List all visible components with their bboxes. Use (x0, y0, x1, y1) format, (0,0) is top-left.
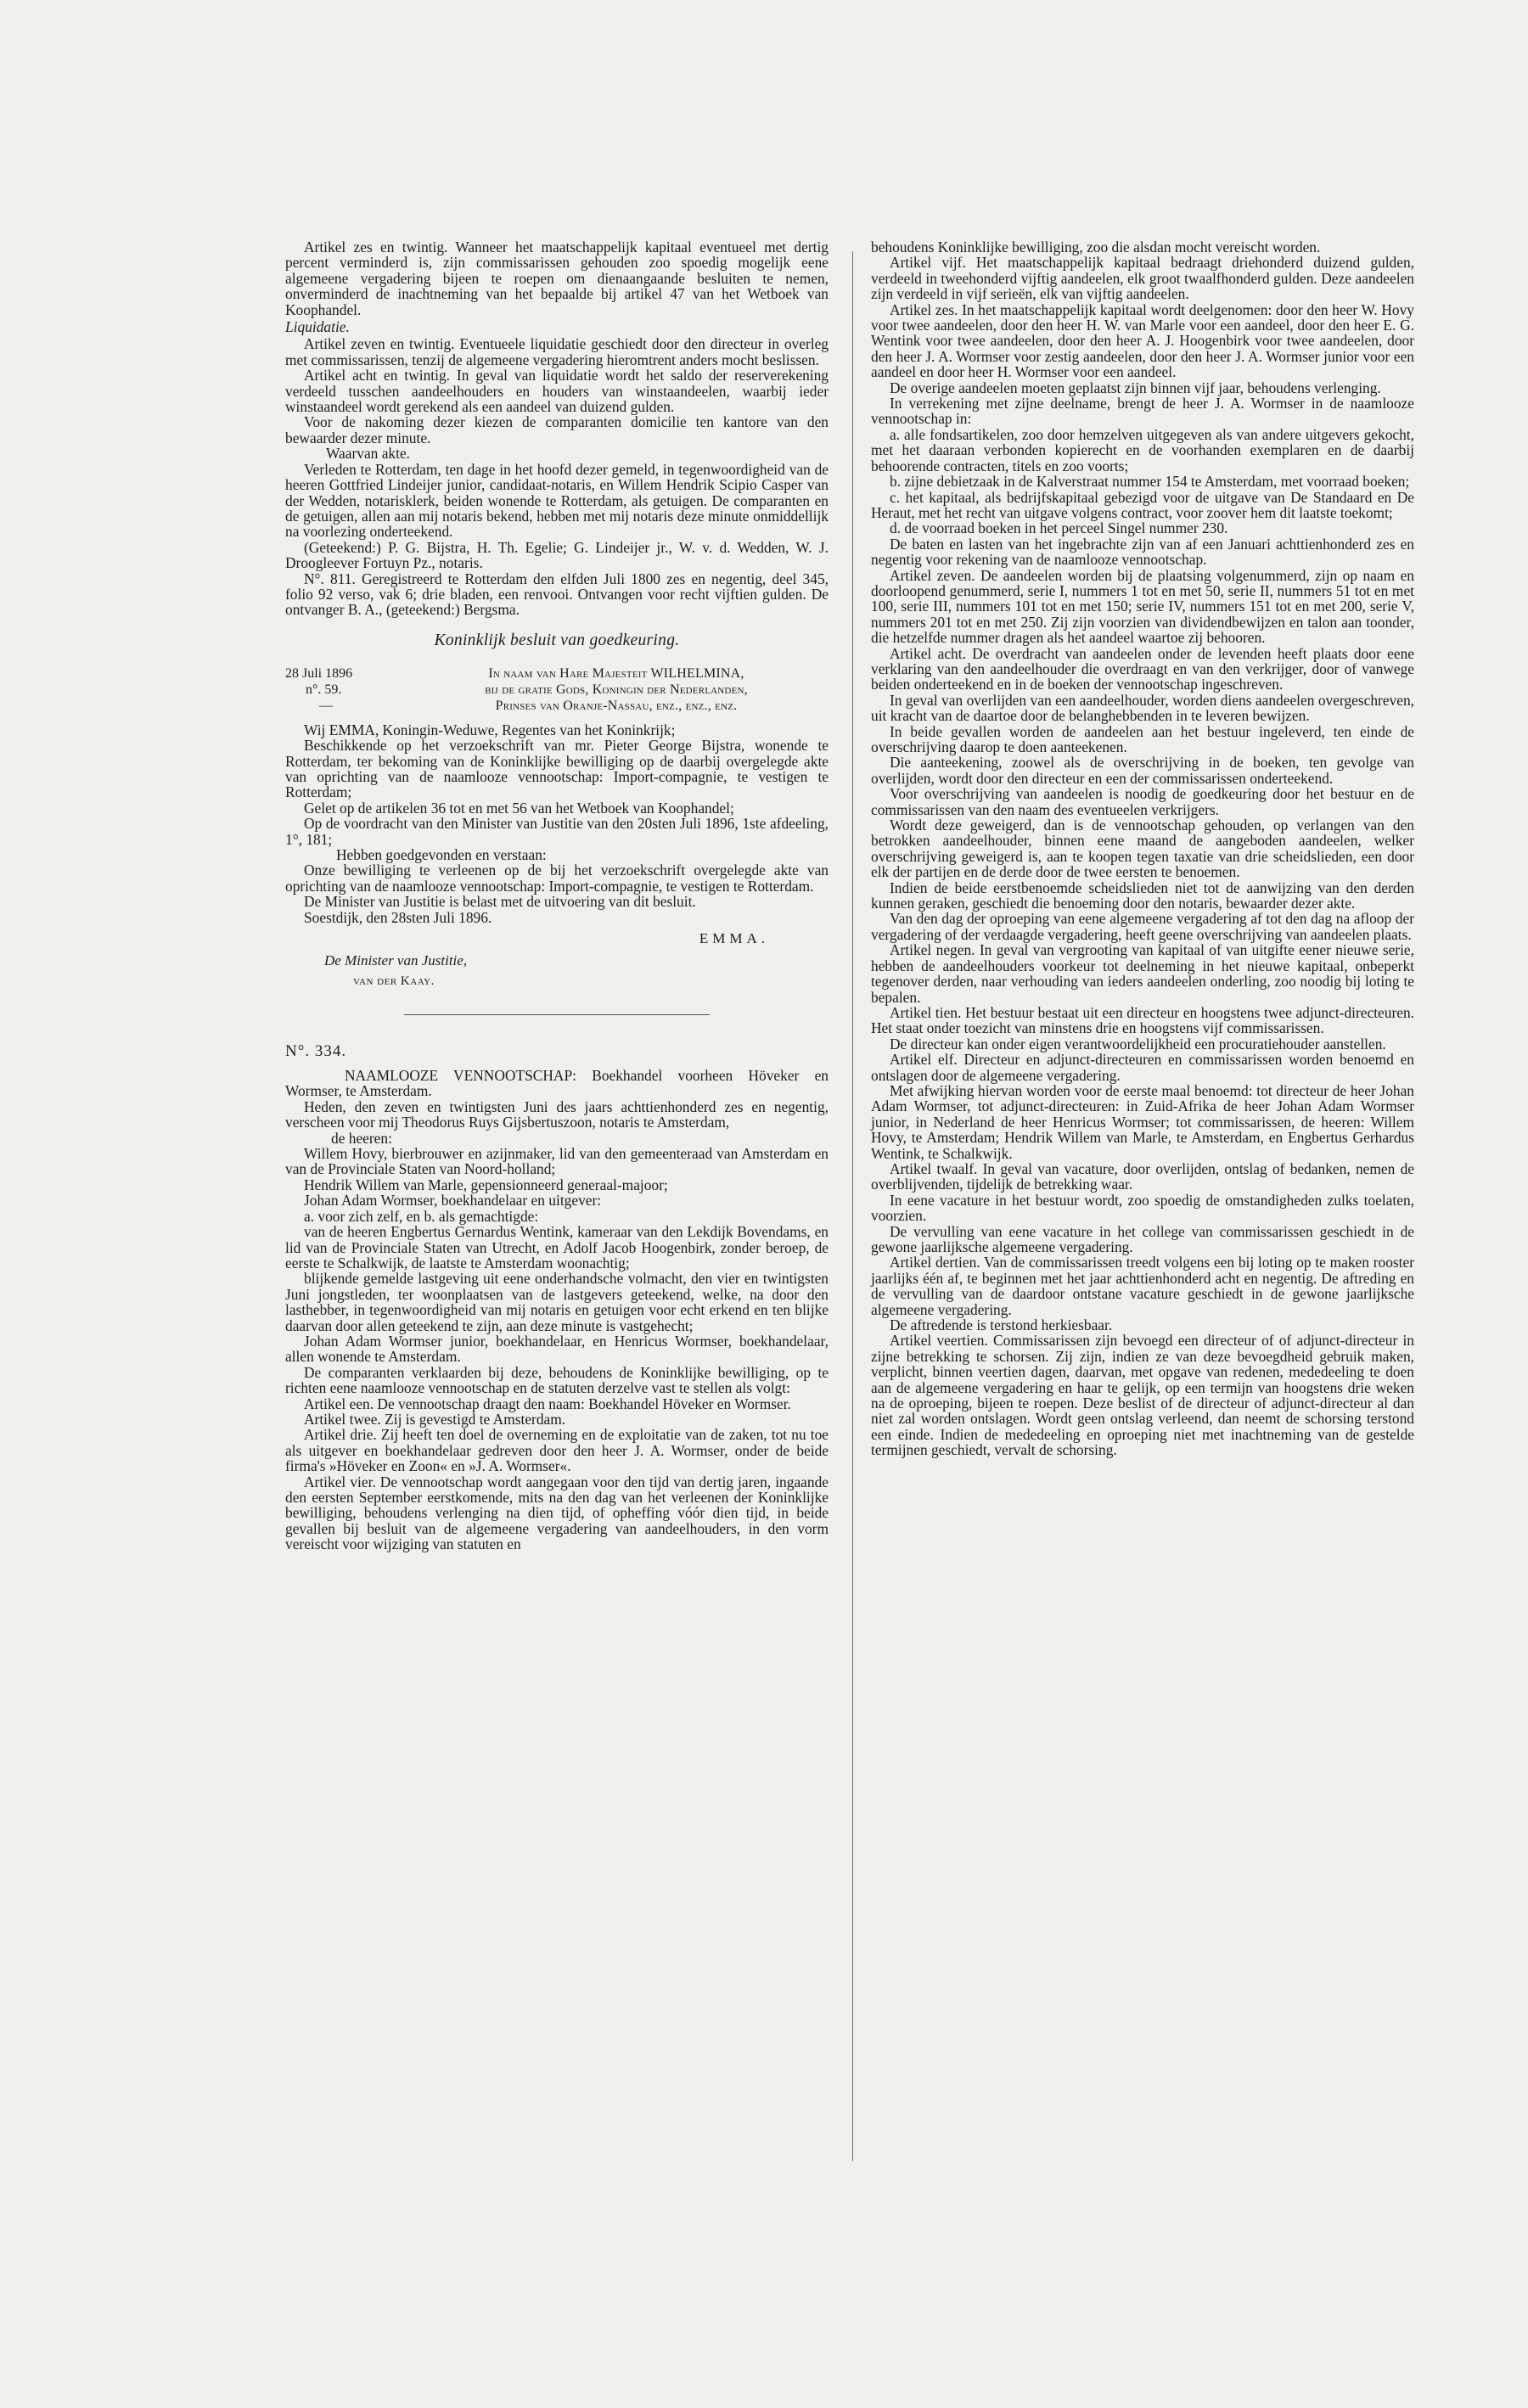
signature-row (285, 930, 829, 947)
decree-title-line: Prinses van Oranje-Nassau, enz., enz., enz. (495, 698, 738, 713)
minister-row (285, 952, 829, 969)
decree-number: n°. 59. (306, 682, 342, 697)
left-column (285, 239, 829, 1552)
paragraph: Op de voordracht van den Minister van Justitie van den 20sten Juli 1896, 1ste afdeeling, 1°, 181; (285, 815, 829, 848)
paragraph: Heden, den zeven en twintigsten Juni des jaars achttienhonderd zes en negentig, verscheen voor mij Theodorus Ruys Gijsbertuszoon, notaris te Amsterdam, (285, 1097, 829, 1131)
paragraph: Artikel zes. In het maatschappelijk kapitaal wordt deelgenomen: door den heer W. Hovy voor twee aandeelen, door den heer H. W. van Marle voor een aandeel, door den heer E. G. Wentink voor twee aandeelen, door den heer A. J. Hoogenbirk voor twee aandeelen, door den heer J. A. Wormser voor zestig aandeelen, door den heer J. A. Wormser junior voor een aandeel en door heer H. Wormser voor een aandeel. (871, 300, 1414, 381)
decree-title (404, 665, 829, 714)
paragraph: c. het kapitaal, als bedrijfskapitaal gebezigd voor de uitgave van De Standaard en De Heraut, met het recht van uitgave volgens contract, voor zoover hem dit laatste toekomt; (871, 488, 1414, 521)
paragraph: Artikel twaalf. In geval van vacature, door overlijden, ontslag of bedanken, nemen de overblijvenden, tijdelijk de betrekking waar. (871, 1159, 1414, 1193)
paragraph: Willem Hovy, bierbrouwer en azijnmaker, lid van den gemeenteraad van Amsterdam en van de Provinciale Staten van Noord-holland; (285, 1145, 829, 1178)
paragraph: Johan Adam Wormser junior, boekhandelaar, en Henricus Wormser, boekhandelaar, allen wonende te Amsterdam. (285, 1332, 829, 1366)
paragraph: Artikel zes en twintig. Wanneer het maatschappelijk kapitaal eventueel met dertig percent verminderd is, zijn commissarissen gehouden zoo spoedig mogelijk eene algemeene vergadering bijeen te roepen om dienaangaande besluiten te nemen, onverminderd de inachtneming van het bepaalde bij artikel 47 van het Wetboek van Koophandel. (285, 239, 829, 318)
paragraph: Soestdijk, den 28sten Juli 1896. (304, 908, 492, 926)
paragraph: a. voor zich zelf, en b. als gemachtigde: (304, 1207, 539, 1225)
paragraph: Artikel veertien. Commissarissen zijn bevoegd een directeur of of adjunct-directeur in zijne betrekking te schorsen. Zij zijn, indien ze van deze bevoegdheid gebruik maken, verplicht, binnen veertien dagen, daarvan, met opgave van redenen, mededeeling te doen aan de algemeene vergadering en haar te gelijk, op een termijn van hoogstens drie weken na de oproeping, bijeen te roepen. Deze beslist of de directeur of adjunct-directeur al dan niet zal worden ontslagen. Wordt geen ontslag verleend, dan neemt de schorsing terstond een einde. Indien de mededeeling en oproeping niet met inachtneming van de gestelde termijnen geschiedt, vervalt de schorsing. (871, 1332, 1414, 1459)
paragraph: Artikel zeven. De aandeelen worden bij de plaatsing volgenummerd, zijn op naam en doorloopend genummerd, serie I, nummers 1 tot en met 50, serie II, nummers 51 tot en met 100, serie III, nummers 101 tot en met 150; serie IV, nummers 151 tot en met 200, serie V, nummers 201 tot en met 250. Zij zijn voorzien van dividendbewijzen en talon aan toonder, die hetzelfde nummer dragen als het aandeel waartoe zij behooren. (871, 566, 1414, 647)
section-divider (404, 1014, 710, 1015)
signature-emma: EMMA. (699, 930, 769, 947)
paragraph: Artikel drie. Zij heeft ten doel de overneming en de exploitatie van de zaken, tot nu toe als uitgever en boekhandelaar gedreven door den heer J. A. Wormser, onder de beide firma's »Höveker en Zoon« en »J. A. Wormser«. (285, 1426, 829, 1475)
paragraph: N°. 811. Geregistreerd te Rotterdam den elfden Juli 1800 zes en negentig, deel 345, folio 92 verso, vak 6; drie bladen, een renvooi. Ontvangen voor recht vijftien gulden. De ontvanger B. A., (geteekend:) Bergsma. (285, 570, 829, 619)
paragraph: Waarvan akte. (326, 445, 411, 463)
paragraph: Artikel acht en twintig. In geval van liquidatie wordt het saldo der reserverekening verdeeld tusschen aandeelhouders en houders van winstaandeelen, waarbij ieder winstaandeel wordt gerekend als een aandeel van duizend gulden. (285, 367, 829, 416)
paragraph: Hebben goedgevonden en verstaan: (336, 846, 547, 863)
paragraph: van de heeren Engbertus Gernardus Wentink, kameraar van den Lekdijk Bovendams, en lid van de Provinciale Staten van Utrecht, en Adolf Jacob Hoogenbirk, zonder beroep, de eerste te Schalkwijk, de laatste te Amsterdam woonachtig; (285, 1223, 829, 1271)
paragraph: De directeur kan onder eigen verantwoordelijkheid een procuratiehouder aanstellen. (890, 1035, 1386, 1052)
left-block-1 (285, 239, 829, 317)
column-divider (852, 251, 853, 2161)
paragraph: Artikel een. De vennootschap draagt den naam: Boekhandel Höveker en Wormser. (304, 1395, 791, 1412)
paragraph: Die aanteekening, zoowel als de overschrijving in de boeken, ten gevolge van overlijden, wordt door den directeur en een der commissarissen onderteekend. (871, 754, 1414, 787)
decree-heading: Koninklijk besluit van goedkeuring. (434, 631, 680, 649)
paragraph: Artikel negen. In geval van vergrooting van kapitaal of van uitgifte eener nieuwe serie, hebben de aandeelhouders voorkeur tot deelneming in het nieuwe kapitaal, onbeperkt tegenover derden, naar verhouding van ieders aandeelen onderling, zoo noodig bij loting te bepalen. (871, 941, 1414, 1006)
paragraph: de heeren: (331, 1129, 392, 1147)
liquidatie-heading: Liquidatie. (285, 318, 350, 336)
decree-title-line: In naam van Hare Majesteit WILHELMINA, (488, 665, 744, 681)
paragraph: Onze bewilliging te verleenen op de bij het verzoekschrift overgelegde akte van oprichting van de naamlooze vennootschap: Import-compagnie, te vestigen te Rotterdam. (285, 862, 829, 895)
paragraph: Artikel dertien. Van de commissarissen treedt volgens een bij loting op te maken rooster jaarlijks één af, te beginnen met het jaar achttienhonderd acht en negentig. De aftreding en de vervulling van de daardoor ontstane vacature geschiedt in de gewone jaarlijksche algemeene vergadering. (871, 1254, 1414, 1318)
paragraph: Artikel twee. Zij is gevestigd te Amsterdam. (304, 1410, 566, 1428)
paragraph: Voor overschrijving van aandeelen is noodig de goedkeuring door het bestuur en de commissarissen van den naam des eventueelen verkrijgers. (871, 785, 1414, 818)
paragraph: Hendrik Willem van Marle, gepensionneerd generaal-majoor; (304, 1176, 668, 1193)
paragraph: Wij EMMA, Koningin-Weduwe, Regentes van het Koninkrijk; (304, 721, 676, 738)
paragraph: In verrekening met zijne deelname, brengt de heer J. A. Wormser in de naamlooze vennootschap in: (871, 395, 1414, 428)
paragraph: Johan Adam Wormser, boekhandelaar en uitgever: (304, 1192, 602, 1210)
paragraph: De Minister van Justitie is belast met de uitvoering van dit besluit. (304, 893, 696, 911)
paragraph: Artikel tien. Het bestuur bestaat uit een directeur en hoogstens twee adjunct-directeuren. Het staat onder toezicht van minstens drie en hoogstens vijf commissarissen. (871, 1003, 1414, 1037)
decree-header (285, 665, 829, 714)
paragraph: behoudens Koninklijke bewilliging, zoo die alsdan mocht vereischt worden. (871, 239, 1321, 255)
paragraph: b. zijne debietzaak in de Kalverstraat nummer 154 te Amsterdam, met voorraad boeken; (890, 473, 1410, 491)
paragraph: Artikel vier. De vennootschap wordt aangegaan voor den tijd van dertig jaren, ingaande den eersten September eerstkomende, mits na den dag van het verleenen der Koninklijke bewilliging, behoudens verlenging na dien tijd, of opheffing vóór dien tijd, in beide gevallen bij besluit van de algemeene vergadering van aandeelhouders, in den vorm vereischt voor wijziging van statuten en (285, 1473, 829, 1553)
paragraph: blijkende gemelde lastgeving uit eene onderhandsche volmacht, den vier en twintigsten Juni jongstleden, ter woonplaatsen van de lastgevers geteekend, welke, na door den lasthebber, in tegenwoordigheid van mij notaris en getuigen voor echt erkend en ten blijke daarvan door allen geteekend te zijn, aan deze minute is vastgehecht; (285, 1270, 829, 1334)
left-block-2 (285, 336, 829, 617)
signature-minister: De Minister van Justitie, (324, 952, 468, 969)
paragraph: Van den dag der oproeping van eene algemeene vergadering af tot den dag na afloop der vergadering of der verdaagde vergadering, heeft geene overschrijving van aandeelen plaats. (871, 910, 1414, 943)
paragraph: Artikel vijf. Het maatschappelijk kapitaal bedraagt driehonderd duizend gulden, verdeeld in tweehonderd vijftig aandeelen, elk groot twaalfhonderd gulden. Deze aandeelen zijn verdeeld in vijf serieën, elk van vijftig aandeelen. (871, 254, 1414, 303)
paragraph: (Geteekend:) P. G. Bijstra, H. Th. Egelie; G. Lindeijer jr., W. v. d. Wedden, W. J. Droogleever Fortuyn Pz., notaris. (285, 538, 829, 572)
paragraph: Artikel acht. De overdracht van aandeelen onder de levenden heeft plaats door eene verklaring van den aandeelhouder die overdraagt en van den verkrijger, door of vanwege beiden onderteekend en in de boeken der vennootschap ingeschreven. (871, 644, 1414, 693)
left-block-3 (285, 722, 829, 925)
paragraph: Indien de beide eerstbenoemde scheidslieden niet tot de aanwijzing van den derden kunnen geraken, geschiedt die benoeming door den notaris, bewaarder dezer akte. (871, 878, 1414, 912)
paragraph: Artikel elf. Directeur en adjunct-directeuren en commissarissen worden benoemd en ontslagen door de algemeene vergadering. (871, 1051, 1414, 1084)
right-column (871, 239, 1414, 1458)
paragraph: In geval van overlijden van een aandeelhouder, worden diens aandeelen overgeschreven, uit kracht van de daartoe door de belanghebbenden in te leveren bewijzen. (871, 691, 1414, 725)
paragraph: De comparanten verklaarden bij deze, behoudens de Koninklijke bewilliging, op te richten eene naamlooze vennootschap en de statuten derzelve vast te stellen als volgt: (285, 1363, 829, 1397)
paragraph: Met afwijking hiervan worden voor de eerste maal benoemd: tot directeur de heer Johan Adam Wormser, tot adjunct-directeuren: in Zuid-Afrika de heer Johan Adam Wormser junior, in Nederland de heer Henricus Wormser; tot commissarissen, de heeren: Willem Hovy, te Amsterdam; Hendrik Willem van Marle, te Amsterdam, en Engbertus Gerhardus Wentink, te Schalkwijk. (871, 1081, 1414, 1162)
left-block-4 (285, 1068, 829, 1552)
paragraph: De vervulling van eene vacature in het college van commissarissen geschiedt in de gewone jaarlijksche algemeene vergadering. (871, 1222, 1414, 1255)
paragraph: De aftredende is terstond herkiesbaar. (890, 1316, 1113, 1334)
paragraph: In eene vacature in het bestuur wordt, zoo spoedig de omstandigheden zulks toelaten, voorzien. (871, 1191, 1414, 1225)
paragraph: Beschikkende op het verzoekschrift van mr. Pieter George Bijstra, wonende te Rotterdam, ter bekoming van de Koninklijke bewilliging op de daarbij overgelegde akte van oprichting van de naamlooze vennootschap: Import-compagnie, te vestigen te Rotterdam; (285, 737, 829, 801)
document-number: N°. 334. (285, 1042, 347, 1061)
paragraph: Wordt deze geweigerd, dan is de vennootschap gehouden, op verlangen van den betrokken aandeelhouder, binnen eene maand de aangeboden aandeelen, welker overschrijving geweigerd is, aan te koopen tegen taxatie van drie scheidslieden, een door elk der partijen en de derde door de twee eersten te benoemen. (871, 817, 1414, 881)
paragraph: a. alle fondsartikelen, zoo door hemzelven uitgegeven als van andere uitgevers gekocht, met het daaraan verbonden kopierecht en de voorhanden exemplaren en de daarbij behoorende contracten, titels en zoo voorts; (871, 425, 1414, 474)
decree-dash: — (319, 698, 333, 713)
paragraph: De baten en lasten van het ingebrachte zijn van af een Januari achttienhonderd zes en negentig voor rekening van de naamlooze vennootschap. (871, 535, 1414, 569)
signature-kaay: van der Kaay. (353, 974, 435, 989)
paragraph: Verleden te Rotterdam, ten dage in het hoofd dezer gemeld, in tegenwoordigheid van de heeren Gottfried Lindeijer junior, candidaat-notaris, en Willem Hendrik Scipio Casper van der Wedden, notarisklerk, beiden wonende te Rotterdam, als getuigen. De comparanten en de getuigen, allen aan mij notaris bekend, hebben met mij notaris deze minute onmiddellijk na voorlezing onderteekend. (285, 460, 829, 541)
decree-meta (285, 665, 404, 714)
paragraph: De overige aandeelen moeten geplaatst zijn binnen vijf jaar, behoudens verlenging. (890, 379, 1381, 396)
paragraph: d. de voorraad boeken in het perceel Singel nummer 230. (890, 519, 1228, 537)
decree-title-line: bij de gratie Gods, Koningin der Nederlanden, (485, 682, 748, 697)
paragraph: NAAMLOOZE VENNOOTSCHAP: Boekhandel voorheen Höveker en Wormser, te Amsterdam. (285, 1067, 829, 1100)
decree-date: 28 Juli 1896 (285, 665, 353, 681)
paragraph: Voor de nakoming dezer kiezen de comparanten domicilie ten kantore van den bewaarder dezer minute. (285, 413, 829, 446)
paragraph: Gelet op de artikelen 36 tot en met 56 van het Wetboek van Koophandel; (304, 799, 734, 817)
paragraph: In beide gevallen worden de aandeelen aan het bestuur ingeleverd, ten einde de overschrijving daarop te doen aanteekenen. (871, 722, 1414, 755)
paragraph: Artikel zeven en twintig. Eventueele liquidatie geschiedt door den directeur in overleg met commissarissen, tenzij de algemeene vergadering hieromtrent anders mocht beslissen. (285, 335, 829, 368)
